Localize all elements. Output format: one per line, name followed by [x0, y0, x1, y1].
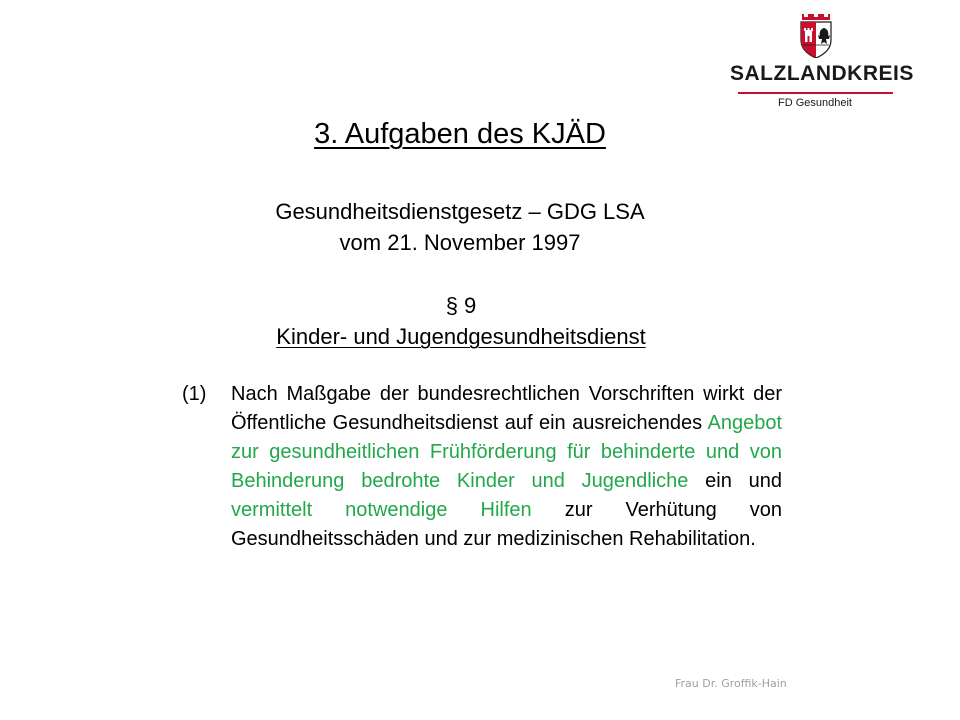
paragraph-segment: Nach Maßgabe der bundesrechtlichen Vorschriften wirkt der Öffentliche Gesundheitsdienst auf ein ausreichendes [231, 383, 782, 434]
law-name: Gesundheitsdienstgesetz – GDG LSA [275, 199, 645, 224]
logo-divider [738, 92, 893, 94]
organization-name: SALZLANDKREIS [730, 62, 914, 85]
paragraph-segment-highlight: vermittelt notwendige Hilfen [231, 499, 532, 521]
paragraph-text [231, 380, 782, 554]
law-date: vom 21. November 1997 [339, 230, 581, 255]
department-name: FD Gesundheit [778, 97, 852, 109]
paragraph-segment: ein und [688, 470, 783, 492]
paragraph-segment-highlight: Angebot zur gesundheitlichen Frühförderung für behinderte und von Behinderung bedrohte Kinder und Jugendliche [231, 412, 782, 492]
footer-author: Frau Dr. Groffik-Hain [675, 677, 787, 690]
paragraph-number: (1) [182, 383, 207, 405]
coat-of-arms-icon [799, 14, 833, 58]
section-header [0, 290, 922, 352]
paragraph-1 [182, 380, 782, 554]
salzlandkreis-logo [730, 14, 914, 118]
law-reference [0, 196, 920, 258]
section-number: § 9 [445, 293, 477, 318]
section-title: Kinder- und Jugendgesundheitsdienst [276, 324, 646, 349]
slide-heading: 3. Aufgaben des KJÄD [314, 118, 606, 150]
paragraph-segment: zur Verhütung von Gesundheitsschäden und zur medizinischen Rehabilitation. [231, 499, 782, 550]
